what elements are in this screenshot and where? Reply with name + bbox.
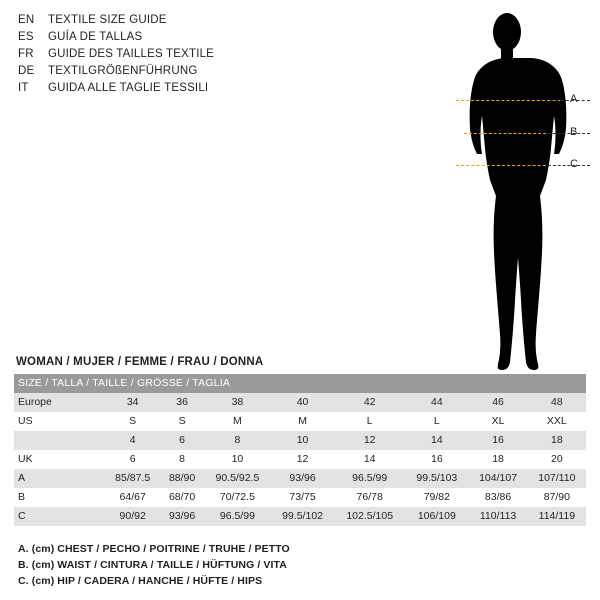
cell: 110/113: [468, 507, 527, 526]
cell: 18: [528, 431, 586, 450]
cell: 34: [105, 393, 160, 412]
title-row: [18, 14, 338, 31]
table-header-label: SIZE / TALLA / TAILLE / GRÖSSE / TAGLIA: [14, 374, 586, 393]
cell: 16: [468, 431, 527, 450]
measure-line-b: [464, 133, 556, 134]
cell: 76/78: [334, 488, 405, 507]
cell: 104/107: [468, 469, 527, 488]
title-language-code: ES: [18, 31, 34, 43]
cell: 88/90: [160, 469, 204, 488]
cell: 83/86: [468, 488, 527, 507]
cell: 85/87.5: [105, 469, 160, 488]
measure-label-c: C: [570, 158, 578, 170]
cell: 4: [105, 431, 160, 450]
measure-label-b: B: [570, 126, 578, 138]
measure-line-b-extension: [548, 133, 590, 134]
cell: 64/67: [105, 488, 160, 507]
cell: 12: [334, 431, 405, 450]
cell: 16: [405, 450, 468, 469]
cell: 96.5/99: [334, 469, 405, 488]
measure-line-a: [456, 100, 560, 101]
row-label: A: [14, 469, 105, 488]
cell: L: [405, 412, 468, 431]
cell: 79/82: [405, 488, 468, 507]
measure-label-a: A: [570, 93, 578, 105]
measure-line-c: [456, 165, 556, 166]
cell: 14: [334, 450, 405, 469]
footnotes-block: [18, 541, 498, 589]
cell: 106/109: [405, 507, 468, 526]
cell: 102.5/105: [334, 507, 405, 526]
row-label: Europe: [14, 393, 105, 412]
title-language-code: FR: [18, 48, 34, 60]
body-figure: [430, 8, 590, 378]
table-row: [14, 431, 586, 450]
row-label: US: [14, 412, 105, 431]
cell: 93/96: [271, 469, 334, 488]
cell: 8: [160, 450, 204, 469]
cell: L: [334, 412, 405, 431]
cell: 68/70: [160, 488, 204, 507]
footnote-hip: C. (cm) HIP / CADERA / HANCHE / HÜFTE / HIPS: [18, 575, 263, 587]
cell: 96.5/99: [204, 507, 271, 526]
cell: 46: [468, 393, 527, 412]
cell: M: [204, 412, 271, 431]
footnote-waist: B. (cm) WAIST / CINTURA / TAILLE / HÜFTUNG / VITA: [18, 559, 287, 571]
table-header-row: [14, 374, 586, 393]
cell: 6: [160, 431, 204, 450]
cell: S: [160, 412, 204, 431]
table-row: [14, 488, 586, 507]
cell: 12: [271, 450, 334, 469]
cell: 48: [528, 393, 586, 412]
female-silhouette-icon: [430, 8, 590, 378]
cell: 20: [528, 450, 586, 469]
cell: 36: [160, 393, 204, 412]
cell: 8: [204, 431, 271, 450]
size-table: [14, 374, 586, 526]
cell: 90.5/92.5: [204, 469, 271, 488]
footnote-chest: A. (cm) CHEST / PECHO / POITRINE / TRUHE / PETTO: [18, 543, 290, 555]
row-label: C: [14, 507, 105, 526]
title-language-code: EN: [18, 14, 35, 26]
title-row: [18, 82, 338, 99]
table-category-label: WOMAN / MUJER / FEMME / FRAU / DONNA: [16, 356, 264, 368]
cell: 38: [204, 393, 271, 412]
measure-line-c-extension: [548, 165, 590, 166]
cell: 10: [204, 450, 271, 469]
title-text: TEXTILGRÖßENFÜHRUNG: [48, 65, 198, 77]
title-row: [18, 48, 338, 65]
cell: 10: [271, 431, 334, 450]
title-row: [18, 31, 338, 48]
title-row: [18, 65, 338, 82]
size-table-section: [14, 356, 586, 526]
cell: 18: [468, 450, 527, 469]
cell: XL: [468, 412, 527, 431]
cell: 42: [334, 393, 405, 412]
cell: M: [271, 412, 334, 431]
title-text: GUIDA ALLE TAGLIE TESSILI: [48, 82, 209, 94]
table-row: [14, 469, 586, 488]
cell: 70/72.5: [204, 488, 271, 507]
title-language-code: IT: [18, 82, 29, 94]
table-row: [14, 393, 586, 412]
cell: XXL: [528, 412, 586, 431]
table-row: [14, 450, 586, 469]
title-language-code: DE: [18, 65, 35, 77]
cell: 14: [405, 431, 468, 450]
cell: 114/119: [528, 507, 586, 526]
title-text: GUÍA DE TALLAS: [48, 31, 143, 43]
row-label: B: [14, 488, 105, 507]
cell: 93/96: [160, 507, 204, 526]
title-block: [18, 14, 338, 99]
cell: 87/90: [528, 488, 586, 507]
cell: 40: [271, 393, 334, 412]
table-row: [14, 507, 586, 526]
cell: 99.5/103: [405, 469, 468, 488]
row-label: UK: [14, 450, 105, 469]
cell: 90/92: [105, 507, 160, 526]
cell: 73/75: [271, 488, 334, 507]
cell: 44: [405, 393, 468, 412]
cell: 107/110: [528, 469, 586, 488]
cell: S: [105, 412, 160, 431]
table-row: [14, 412, 586, 431]
title-text: GUIDE DES TAILLES TEXTILE: [48, 48, 215, 60]
row-label: [14, 431, 105, 450]
cell: 99.5/102: [271, 507, 334, 526]
cell: 6: [105, 450, 160, 469]
title-text: TEXTILE SIZE GUIDE: [48, 14, 167, 26]
